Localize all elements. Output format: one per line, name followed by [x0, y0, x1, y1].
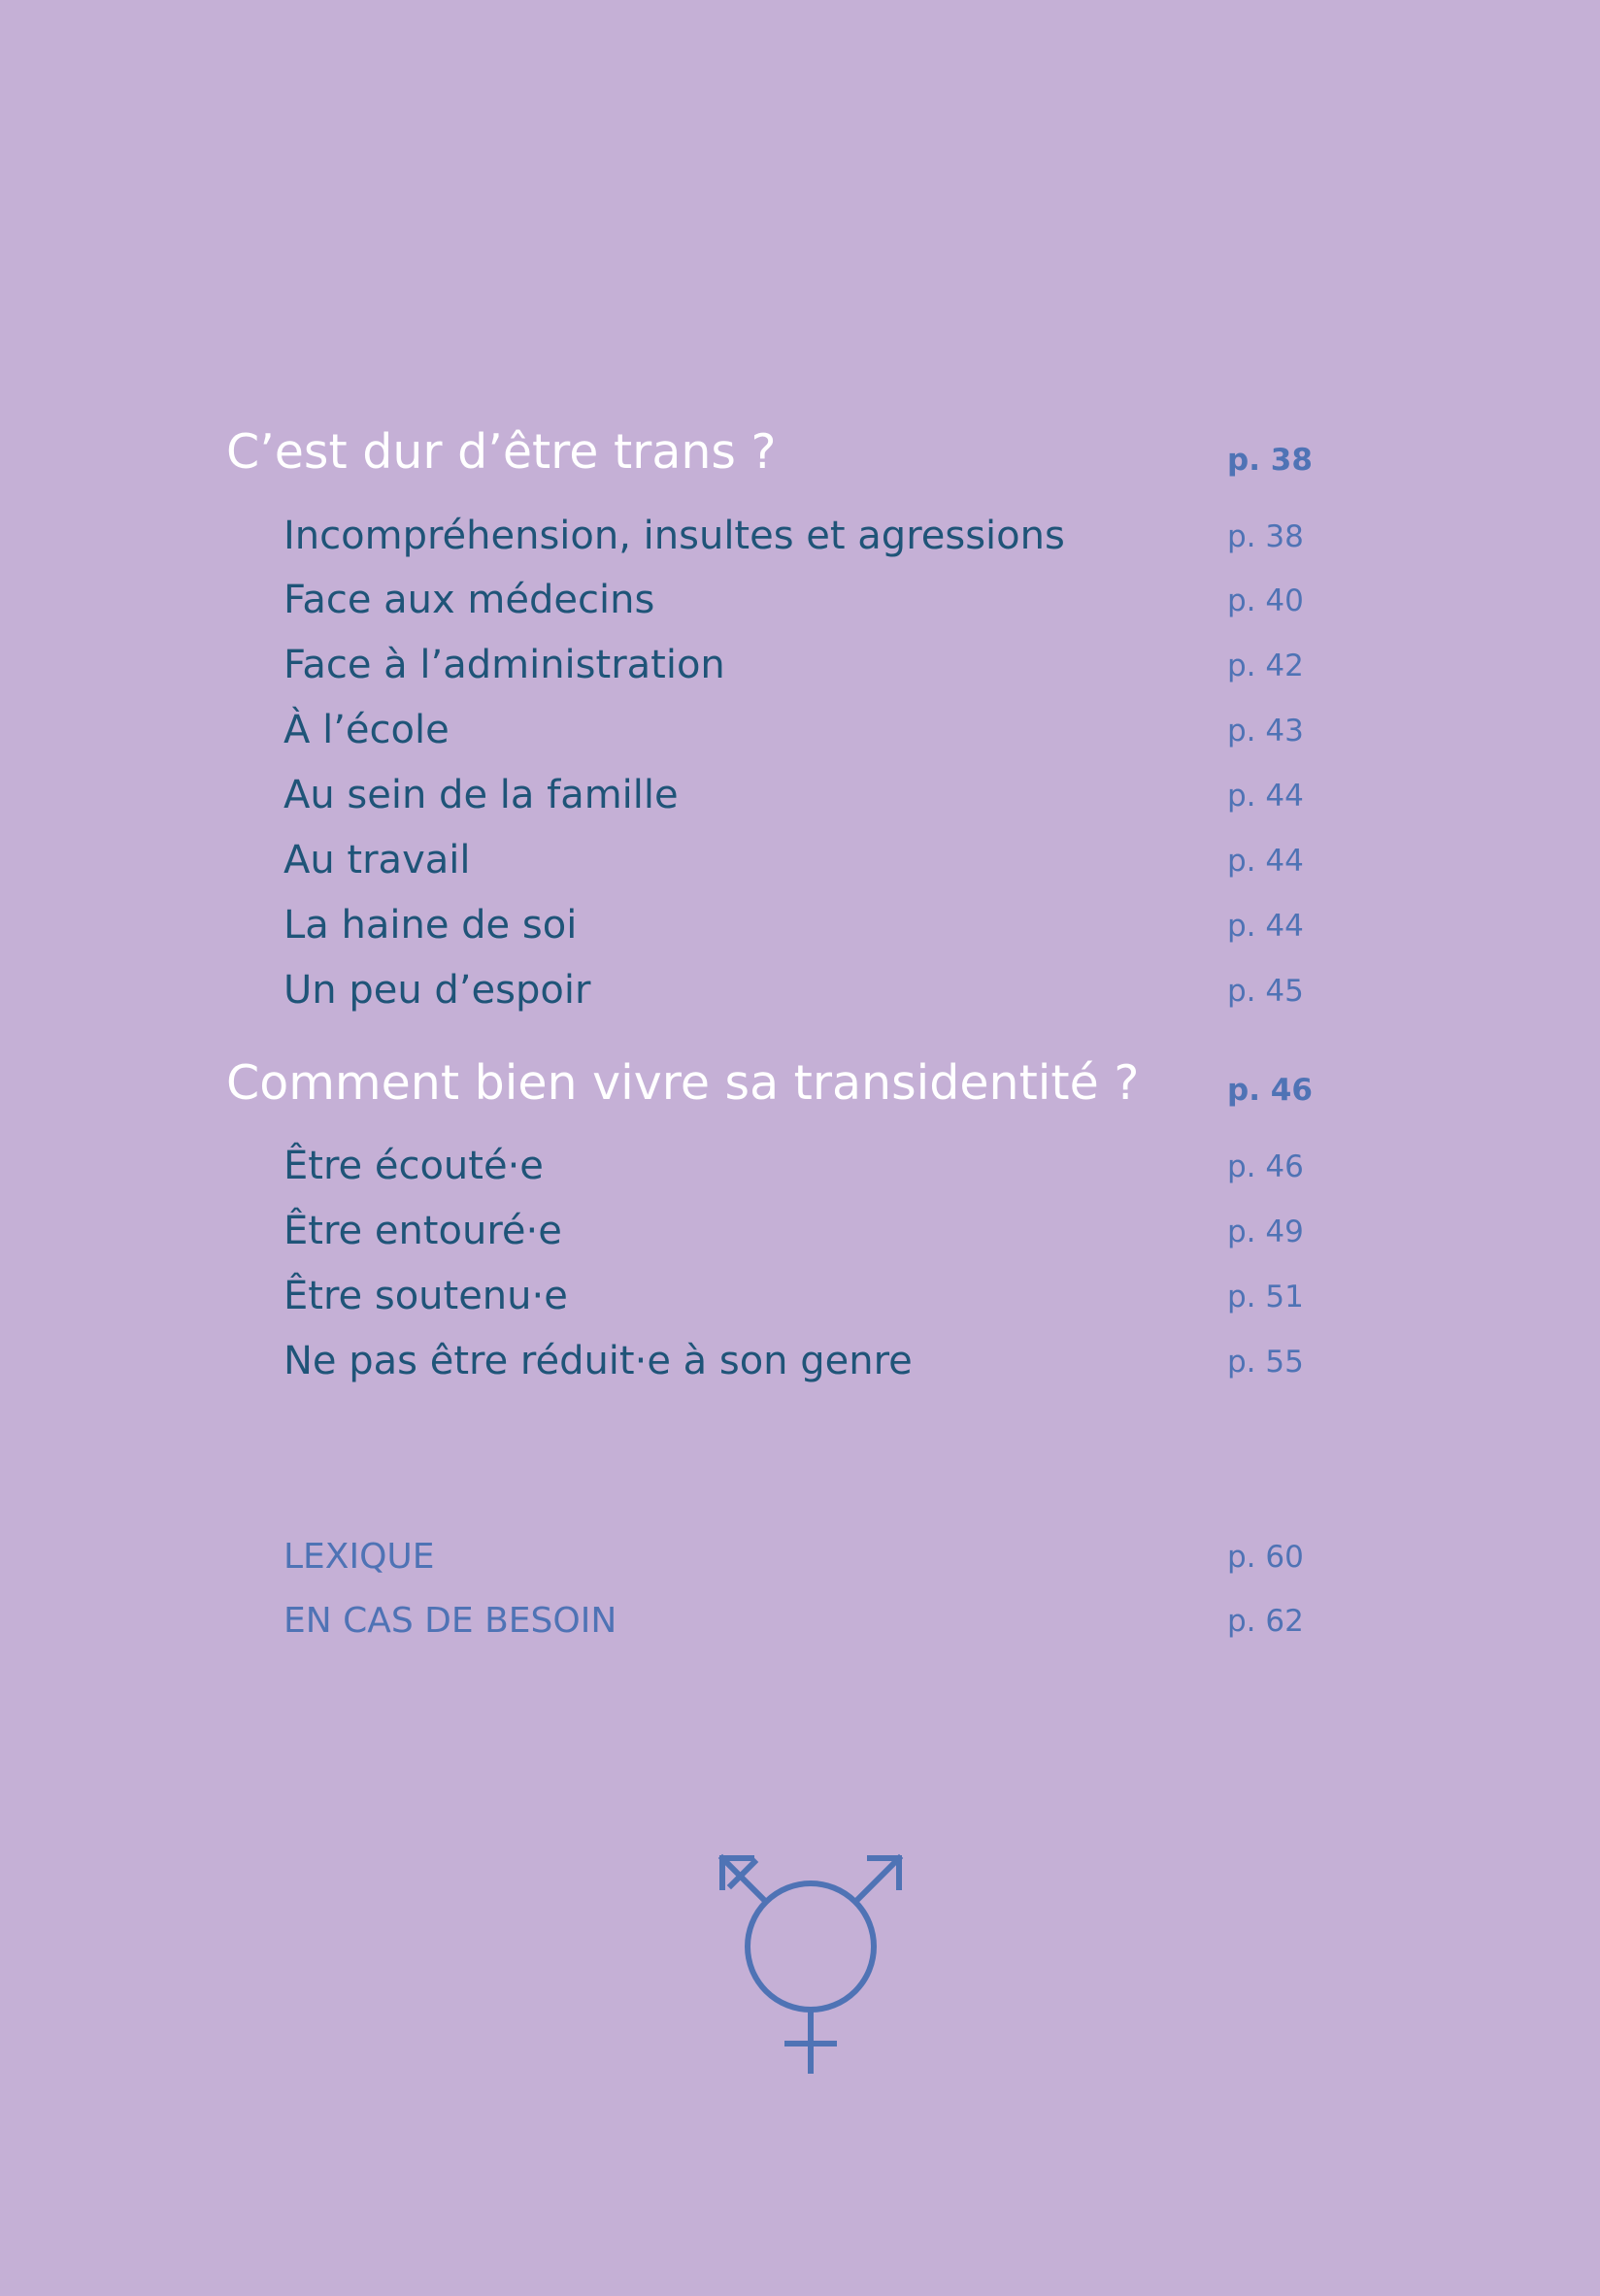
toc-item: À l’école	[283, 708, 450, 752]
toc-item-page: p. 43	[1227, 714, 1304, 749]
toc-item: Un peu d’espoir	[283, 968, 591, 1013]
appendix-item-page: p. 62	[1227, 1604, 1304, 1639]
toc-item-page: p. 55	[1227, 1345, 1304, 1380]
toc-item-page: p. 44	[1227, 779, 1304, 814]
toc-item-page: p. 46	[1227, 1149, 1304, 1184]
toc-item-page: p. 42	[1227, 649, 1304, 683]
appendix-item: EN CAS DE BESOIN	[283, 1601, 617, 1641]
toc-item-page: p. 44	[1227, 844, 1304, 879]
section-page-number: p. 38	[1227, 443, 1313, 478]
toc-item-page: p. 45	[1227, 974, 1304, 1009]
section-page-number: p. 46	[1227, 1073, 1313, 1108]
section-title: Comment bien vivre sa transidentité ?	[226, 1055, 1140, 1111]
toc-item: Ne pas être réduit·e à son genre	[283, 1339, 913, 1383]
appendix-item-page: p. 60	[1227, 1540, 1304, 1575]
toc-item: Incompréhension, insultes et agressions	[283, 514, 1065, 558]
toc-item-page: p. 40	[1227, 583, 1304, 618]
toc-item: Au sein de la famille	[283, 773, 679, 817]
toc-item: Être entouré·e	[283, 1209, 562, 1253]
toc-item: Être soutenu·e	[283, 1274, 568, 1318]
transgender-symbol-icon	[710, 1849, 914, 2087]
toc-item-page: p. 51	[1227, 1280, 1304, 1314]
section-title: C’est dur d’être trans ?	[226, 424, 777, 480]
toc-item-page: p. 44	[1227, 909, 1304, 944]
toc-item-page: p. 38	[1227, 519, 1304, 554]
appendix-item: LEXIQUE	[283, 1537, 435, 1577]
toc-item: Face à l’administration	[283, 643, 725, 687]
toc-item: Être écouté·e	[283, 1144, 544, 1188]
toc-item: La haine de soi	[283, 903, 578, 948]
toc-item-page: p. 49	[1227, 1215, 1304, 1249]
toc-item: Face aux médecins	[283, 578, 655, 622]
toc-item: Au travail	[283, 838, 471, 882]
